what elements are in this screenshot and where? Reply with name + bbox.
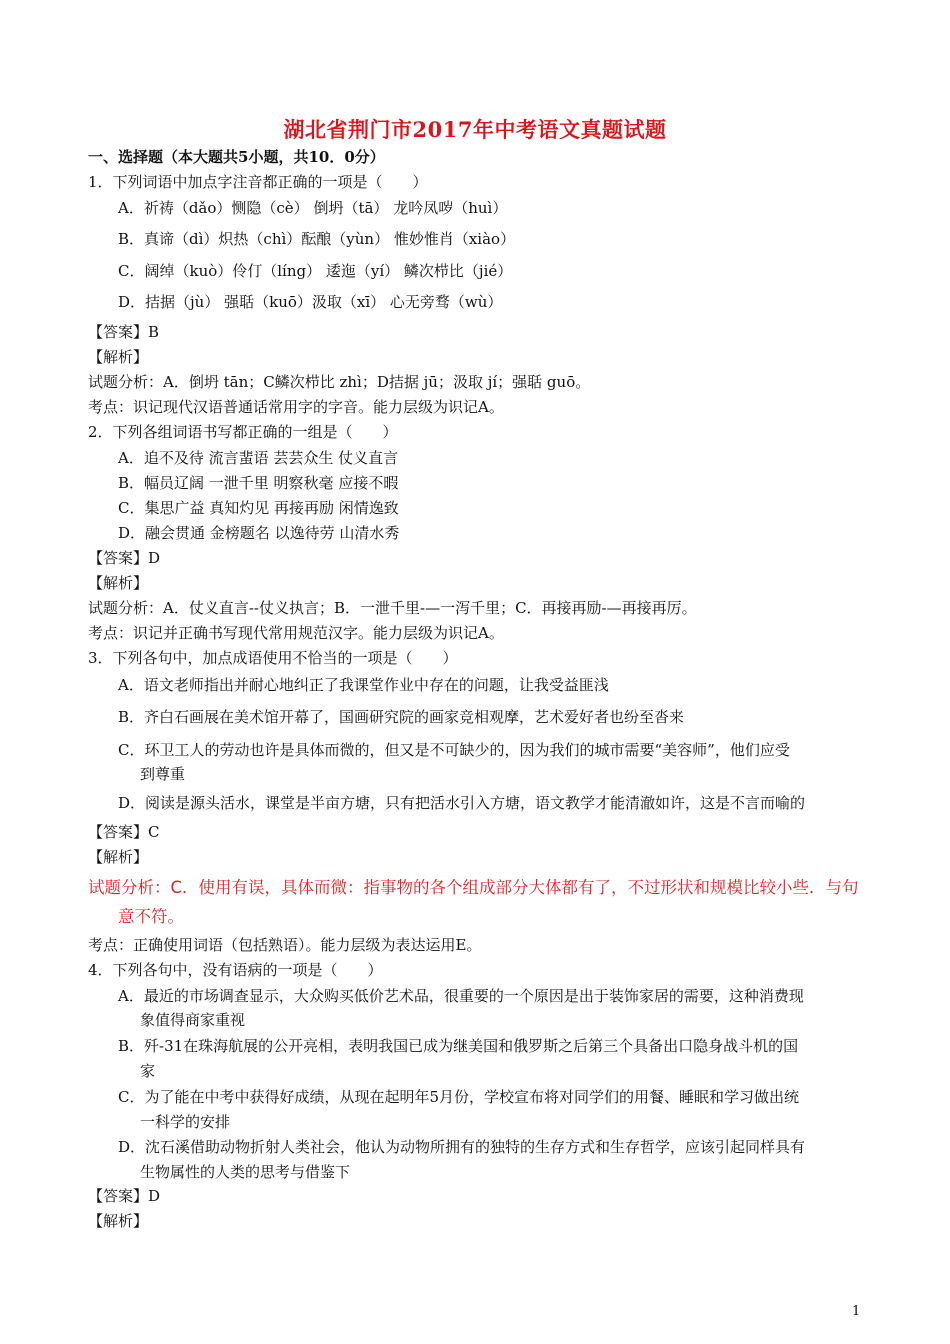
page-number: 1 — [852, 1304, 861, 1319]
question-3-stem: 3．下列各句中，加点成语使用不恰当的一项是（ ） — [88, 649, 458, 667]
section-heading: 一、选择题（本大题共5小题，共10．0分） — [88, 148, 385, 166]
question-4-option-b: B．歼-31在珠海航展的公开亮相，表明我国已成为继美国和俄罗斯之后第三个具备出口隐身战斗机的国 — [118, 1037, 799, 1055]
question-4-option-c-cont: 一科学的安排 — [140, 1113, 231, 1131]
question-3-analysis-cont: 意不符。 — [118, 907, 184, 926]
question-2-stem: 2．下列各组词语书写都正确的一组是（ ） — [88, 423, 398, 441]
question-3-option-d: D．阅读是源头活水，课堂是半亩方塘，只有把活水引入方塘，语文教学才能清澈如许，这是不言而喻的 — [118, 794, 806, 812]
question-1-analysis-label: 【解析】 — [88, 348, 149, 366]
question-4-stem: 4．下列各句中，没有语病的一项是（ ） — [88, 961, 383, 979]
question-2-option-b: B．幅员辽阔 一泄千里 明察秋毫 应接不暇 — [118, 474, 399, 492]
question-1-option-d: D．拮据（jù） 强聒（kuō）汲取（xī） 心无旁骛（wù） — [118, 293, 503, 311]
question-1-answer: 【答案】B — [88, 323, 160, 341]
question-1-analysis: 试题分析：A．倒坍 tān；C鳞次栉比 zhì；D拮据 jū；汲取 jí；强聒 guō。 — [88, 373, 591, 391]
question-4-option-d-cont: 生物属性的人类的思考与借鉴下 — [140, 1163, 351, 1181]
question-2-analysis-label: 【解析】 — [88, 574, 149, 592]
question-4-option-b-cont: 家 — [140, 1062, 156, 1080]
question-2-analysis: 试题分析：A．仗义直言--仗义执言；B．一泄千里-—一泻千里；C．再接再励-—再接再厉。 — [88, 599, 697, 617]
question-2-option-d: D．融会贯通 金榜题名 以逸待劳 山清水秀 — [118, 524, 400, 542]
question-3-point: 考点：正确使用词语（包括熟语）。能力层级为表达运用E。 — [88, 936, 482, 954]
question-2-option-a: A．追不及待 流言蜚语 芸芸众生 仗义直言 — [118, 449, 399, 467]
question-4-analysis-label: 【解析】 — [88, 1212, 149, 1230]
question-3-option-c: C．环卫工人的劳动也许是具体而微的，但又是不可缺少的，因为我们的城市需要“美容师”，他们应受 — [118, 741, 790, 759]
question-2-answer: 【答案】D — [88, 549, 161, 567]
question-3-option-b: B．齐白石画展在美术馆开幕了，国画研究院的画家竞相观摩，艺术爱好者也纷至沓来 — [118, 708, 685, 726]
question-3-analysis-label: 【解析】 — [88, 848, 149, 866]
question-4-option-d: D．沈石溪借助动物折射人类社会，他认为动物所拥有的独特的生存方式和生存哲学，应该引起同样具有 — [118, 1138, 806, 1156]
question-2-point: 考点：识记并正确书写现代常用规范汉字。能力层级为识记A。 — [88, 624, 504, 642]
question-4-answer: 【答案】D — [88, 1187, 161, 1205]
question-4-option-a: A．最近的市场调查显示，大众购买低价艺术品，很重要的一个原因是出于装饰家居的需要，这种消费现 — [118, 987, 804, 1005]
question-3-option-a: A．语文老师指出并耐心地纠正了我课堂作业中存在的问题，让我受益匪浅 — [118, 676, 609, 694]
question-1-point: 考点：识记现代汉语普通话常用字的字音。能力层级为识记A。 — [88, 398, 504, 416]
question-3-analysis: 试题分析：C．使用有误，具体而微：指事物的各个组成部分大体都有了，不过形状和规模比较小些．与句 — [88, 878, 859, 897]
question-1-option-a: A．祈祷（dǎo）恻隐（cè） 倒坍（tā） 龙吟凤哕（huì） — [118, 199, 508, 217]
question-1-stem: 1．下列词语中加点字注音都正确的一项是（ ） — [88, 173, 428, 191]
question-2-option-c: C．集思广益 真知灼见 再接再励 闲情逸致 — [118, 499, 399, 517]
question-4-option-a-cont: 象值得商家重视 — [140, 1011, 246, 1029]
question-4-option-c: C．为了能在中考中获得好成绩，从现在起明年5月份，学校宣布将对同学们的用餐、睡眠和学习做出统 — [118, 1088, 800, 1106]
question-1-option-b: B．真谛（dì）炽热（chì）酝酿（yùn） 惟妙惟肖（xiào） — [118, 230, 516, 248]
document-title: 湖北省荆门市2017年中考语文真题试题 — [283, 117, 667, 142]
question-3-answer: 【答案】C — [88, 823, 160, 841]
question-3-option-c-cont: 到尊重 — [140, 765, 186, 783]
question-1-option-c: C．阔绰（kuò）伶仃（líng） 逶迤（yí） 鳞次栉比（jié） — [118, 262, 513, 280]
